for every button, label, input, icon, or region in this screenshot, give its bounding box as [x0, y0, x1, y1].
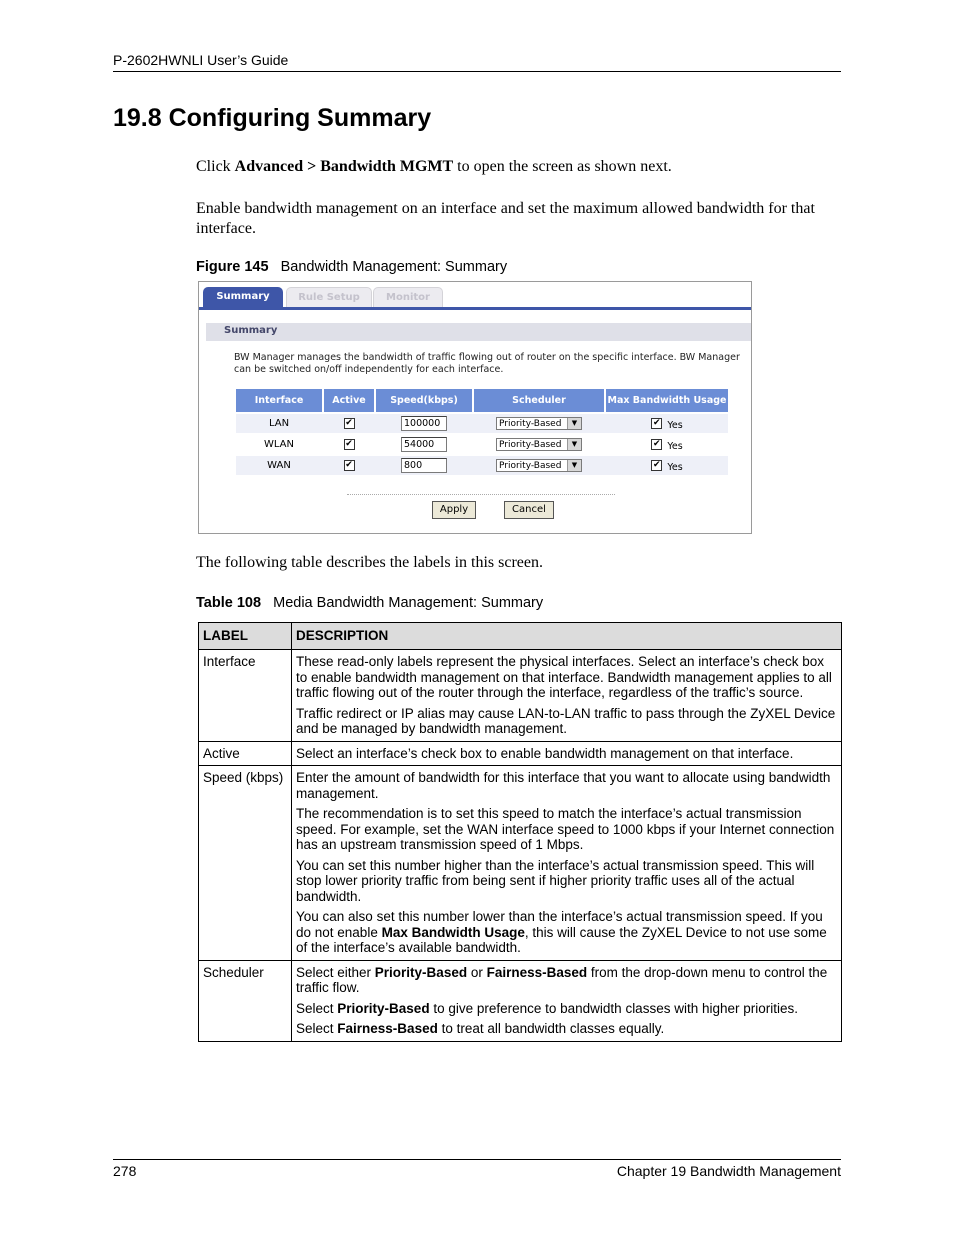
col-scheduler: Scheduler: [474, 389, 604, 412]
description-paragraph: [296, 909, 837, 956]
divider: [347, 494, 615, 495]
page-number: 278: [113, 1163, 137, 1179]
menu-path: Advanced > Bandwidth MGMT: [234, 158, 454, 175]
scheduler-value: Priority-Based: [499, 419, 562, 429]
speed-input[interactable]: 54000: [401, 437, 447, 452]
header-rule: [113, 71, 841, 72]
bw-manager-description: BW Manager manages the bandwidth of traffic flowing out of router on the specific interface. BW Manager can be switched on/off independently for each interface.: [234, 352, 740, 375]
table-caption: [196, 595, 543, 611]
table-row: [199, 650, 842, 742]
table-row: [199, 960, 842, 1041]
apply-button[interactable]: Apply: [432, 501, 476, 519]
text-run: or: [467, 964, 487, 980]
scheduler-value: Priority-Based: [499, 440, 562, 450]
table-row: [199, 741, 842, 766]
text-run: Select: [296, 1000, 338, 1016]
figure-title: Bandwidth Management: Summary: [280, 259, 508, 275]
chapter-title: Chapter 19 Bandwidth Management: [616, 1163, 841, 1179]
text-run: to treat all bandwidth classes equally.: [437, 1021, 665, 1036]
description-paragraph: Traffic redirect or IP alias may cause LAN-to-LAN traffic to pass through the ZyXEL Device and be managed by bandwidth management.: [296, 705, 836, 736]
col-max-bandwidth: Max Bandwidth Usage: [606, 389, 728, 412]
tab-underline: [199, 307, 751, 310]
chevron-down-icon[interactable]: ▼: [567, 460, 581, 471]
table-row: [236, 456, 728, 475]
row-description: [292, 766, 842, 961]
col-speed: Speed(kbps): [376, 389, 472, 412]
description-table: [198, 622, 842, 1042]
bold-term: Priority-Based: [337, 1000, 430, 1016]
row-description: [292, 650, 842, 742]
section-band: [206, 323, 751, 341]
active-checkbox[interactable]: ✔: [345, 460, 353, 470]
text-run: to give preference to bandwidth classes with higher priorities.: [429, 1000, 799, 1016]
speed-input[interactable]: 800: [401, 458, 447, 473]
section-title: 19.8 Configuring Summary: [113, 104, 432, 132]
description-paragraph: Enter the amount of bandwidth for this interface that you want to allocate using bandwidth management.: [296, 770, 831, 801]
interface-name: LAN: [268, 418, 290, 429]
text-run: from the drop-down menu to control the traffic flow.: [296, 964, 828, 995]
chevron-down-icon[interactable]: ▼: [567, 418, 581, 429]
active-checkbox[interactable]: ✔: [345, 418, 353, 428]
col-interface: Interface: [236, 389, 322, 412]
scheduler-select[interactable]: [496, 459, 582, 472]
row-label: Speed (kbps): [199, 766, 292, 961]
text-run: , this will cause the ZyXEL Device to not use some of the interface’s available bandwidth.: [296, 924, 827, 955]
table-label: Table 108: [196, 595, 262, 611]
figure-label: Figure 145: [196, 259, 269, 275]
max-usage-checkbox[interactable]: ✔: [653, 439, 661, 449]
text-run: Select either: [296, 964, 375, 980]
description-paragraph: You can set this number higher than the interface’s actual transmission speed. This will stop lower priority traffic from being sent if higher priority traffic uses all of the actual bandwidth.: [296, 857, 815, 904]
running-header: P-2602HWNLI User’s Guide: [113, 52, 289, 68]
intro-click-prefix: Click: [196, 158, 235, 175]
table-header-row: [199, 623, 842, 650]
scheduler-select[interactable]: [496, 417, 582, 430]
description-paragraph: [296, 1001, 837, 1017]
table-row: [236, 435, 728, 454]
bold-term: Fairness-Based: [486, 964, 588, 980]
speed-input[interactable]: 100000: [401, 416, 447, 431]
bold-term: Max Bandwidth Usage: [381, 924, 525, 940]
table-row: [236, 414, 728, 433]
tab-summary[interactable]: Summary: [203, 287, 283, 307]
tab-monitor[interactable]: Monitor: [373, 287, 443, 308]
cancel-button[interactable]: Cancel: [504, 501, 554, 519]
text-run: You can also set this number lower than the interface’s actual transmission speed. If you do not enable: [296, 909, 823, 940]
max-usage-checkbox[interactable]: ✔: [653, 460, 661, 470]
max-usage-label: Yes: [667, 461, 683, 473]
chevron-down-icon[interactable]: ▼: [567, 439, 581, 450]
figure-caption: [196, 259, 507, 275]
table-title: Media Bandwidth Management: Summary: [273, 595, 544, 611]
intro-click-suffix: to open the screen as shown next.: [453, 158, 672, 175]
description-paragraph: The recommendation is to set this speed to match the interface’s actual transmission speed. For example, set the WAN interface speed to 1000 kbps if your Internet connection has an upstream transmission speed of 1 Mbps.: [296, 806, 835, 852]
following-text: The following table describes the labels in this screen.: [196, 554, 544, 571]
tab-rule-setup[interactable]: Rule Setup: [286, 287, 372, 308]
row-description: [292, 741, 842, 766]
bold-term: Priority-Based: [374, 964, 468, 980]
footer-rule: [113, 1159, 841, 1160]
interface-name: WAN: [267, 460, 291, 471]
description-paragraph: These read-only labels represent the physical interfaces. Select an interface’s check box to enable bandwidth management on that interface. Bandwidth management applies to all traffic flowing out of the router through the interface, regardless of the traffic’s source.: [296, 654, 832, 700]
scheduler-select[interactable]: [496, 438, 582, 451]
intro-click-paragraph: [196, 158, 672, 176]
active-checkbox[interactable]: ✔: [345, 439, 353, 449]
max-usage-checkbox[interactable]: ✔: [653, 418, 661, 428]
row-label: Interface: [199, 650, 292, 742]
summary-section-label: Summary: [224, 325, 278, 336]
description-paragraph: Select an interface’s check box to enable bandwidth management on that interface.: [296, 745, 794, 761]
description-paragraph: [296, 1021, 837, 1037]
row-label: Scheduler: [199, 960, 292, 1041]
scheduler-value: Priority-Based: [499, 461, 562, 471]
intro-paragraph: Enable bandwidth management on an interface and set the maximum allowed bandwidth for that interface.: [196, 200, 815, 237]
max-usage-label: Yes: [667, 440, 683, 452]
table-row: [199, 766, 842, 961]
header-label: LABEL: [199, 623, 292, 650]
bold-term: Fairness-Based: [337, 1021, 438, 1036]
interface-name: WLAN: [263, 439, 294, 450]
header-description: DESCRIPTION: [292, 623, 842, 650]
col-active: Active: [324, 389, 374, 412]
bandwidth-summary-screenshot: [198, 281, 752, 534]
max-usage-label: Yes: [667, 419, 683, 431]
description-paragraph: [296, 965, 837, 996]
text-run: Select: [296, 1021, 338, 1036]
row-label: Active: [199, 741, 292, 766]
row-description: [292, 960, 842, 1041]
